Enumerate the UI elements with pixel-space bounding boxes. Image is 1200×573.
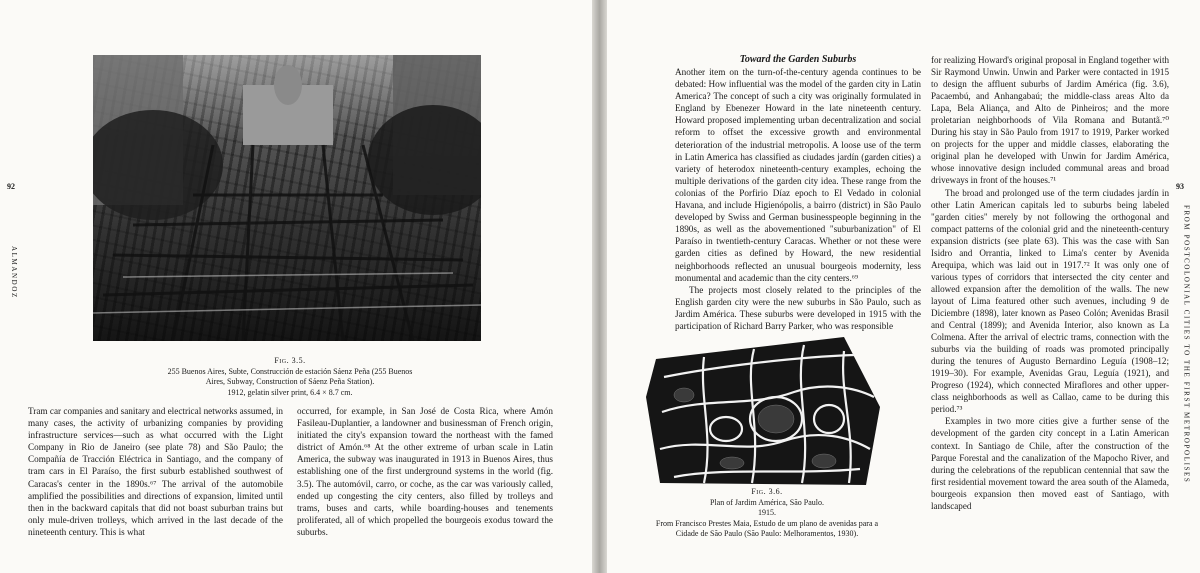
folio-left: 92 [7,182,15,191]
caption-title: Plan of Jardim América, São Paulo. [710,497,824,507]
book-gutter [592,0,607,573]
paragraph: Examples in two more cities give a further sense of the development of the garden city concept in a Latin American context. In Santiago de Chile, after the construction of the Parque Forestal and the canalization of the Mapocho River, and during the celebrations of the republican centennial that saw the first residential movement toward the area south of the Alameda, bourgeois expansion then moved east of Santiago, with landscaped [931,416,1169,511]
jardim-america-plan [644,337,882,487]
running-head-left: ALMANDOZ [10,246,18,299]
folio-right: 93 [1176,182,1184,191]
fig-3-6-caption [647,487,887,540]
photo-illustration [93,55,481,341]
paragraph: The projects most closely related to the principles of the English garden city were the new suburbs in São Paulo, such as Jardim América. These suburbs were developed in 1915 with the participation of Richard Barry Parker, who was responsible [675,284,921,331]
right-page [607,0,1200,573]
paragraph: Another item on the turn-of-the-century agenda continues to be debated: How influential was the model of the garden city in Latin America? The concept of such a city was originally formulated in England by Ebenezer Howard in the late nineteenth century. Howard proposed implementing urban decentralization and social reform to offset the excessive growth and environmental deterioration of the industrial metropolis. A loose use of the term in Latin America has classified as ciudades jardín (garden cities) a variety of heterodox nineteenth-century examples, echoing the multiple derivations of the garden city idea. These range from the colonias of the Porfirio Díaz epoch to El Vedado in colonial Havana, and include Higienópolis, a bairro (district) in São Paulo developed by Swiss and German businesspeople beginning in the 1890s, as well as the abovementioned "suburbanization" of El Paraíso in twentieth-century Caracas. Whether or not these were garden cities as defined by Howard, the new residential neighborhoods reflected an unusual bourgeois modernity, less monumental and academic than the city centers.⁶⁹ [675,67,921,283]
running-head-right: FROM POSTCOLONIAL CITIES TO THE FIRST METROPOLISES [1182,205,1190,484]
fig-label: Fig. 3.5. [274,356,306,365]
fig-label: Fig. 3.6. [751,487,783,496]
paragraph: The broad and prolonged use of the term ciudades jardín in other Latin American capitals led to suburbs being labeled "garden cities" merely by not following the orthogonal and compact patterns of the colonial grid and the nineteenth-century expansion districts (see plate 63). This was the case with San Isidro and Orrantia, linked to Lima's center by Avenida Arequipa, which was laid out in 1917.⁷² It was only one of various types of corridors that intersected the city center and allowed expansion after the demolition of the walls. The new layout of Lima featured other such avenues, including 9 de Diciembre (1898), later known as Paseo Colón; Avenidas Brasil and Central (1899); and Avenida Interior, also known as La Colmena. After the arrival of electric trams, connection with the suburbs via the building of roads was promoted principally during the tenures of Augusto Bernardino Leguía (1908–12; 1919–30). For example, Avenidas Grau, Leguía (1921), and Progreso (1924), which connected Miraflores and other upper-class neighborhoods as well as Callao, came to be during this period.⁷³ [931,187,1169,415]
caption-year: 1915. [758,508,776,517]
caption-line: 255 Buenos Aires, Subte, Construcción de estación Sáenz Peña (255 Buenos [167,366,413,376]
paragraph: Tram car companies and sanitary and electrical networks assumed, in many cases, the activity of urbanizing companies by providing infrastructure services—such as what occurred with the Light Company in Rio de Janeiro (see plate 78) and São Paulo; the Compañía de Tracción Eléctrica in Santiago, and the company of tram cars in El Paraíso, the first suburb established southwest of Caracas's center in the 1890s.⁶⁷ The arrival of the automobile amplified the possibilities and directions of expansion, limited until then in the backward capitals that did not boast suburban trains but only mule-driven trolleys, which arrived in the last decade of the nineteenth century. This is what [28,406,283,537]
fig-3-5-caption [150,356,430,398]
caption-line: 1912, gelatin silver print, 6.4 × 8.7 cm. [227,387,353,397]
left-page [0,0,592,573]
paragraph: occurred, for example, in San José de Costa Rica, where Amón Fasileau-Duplantier, a landowner and businessman of French origin, initiated the city's expansion toward the northeast with the famed district of Amón.⁶⁸ At the other extreme of urban scale in Latin America, the subway was inaugurated in 1913 in Buenos Aires, thus establishing one of the first underground systems in the world (fig. 3.5). The automóvil, carro, or coche, as the car was variously called, ended up congesting the city centers, also filled by trolleys and trams, buses and carts, while boarding-houses and tenements proliferated, all of which propelled the bourgeois exodus toward the suburbs. [297,406,553,537]
caption-source: From Francisco Prestes Maia, Estudo de um plano de avenidas para a Cidade de São Paulo (São Paulo: Melhoramentos, 1930). [655,518,879,538]
right-column-2 [931,54,1169,512]
left-column-2 [297,405,553,538]
left-column-1 [28,405,283,538]
paragraph: for realizing Howard's original proposal in England together with Sir Raymond Unwin. Unwin and Parker were contacted in 1915 to design the affluent suburbs of Jardim América (fig. 3.6), Pacaembú, and Anhangabaú; the middle-class areas Alto da Lapa, Bela Aliança, and Alto de Pinheiros; and the more proletarian neighborhoods of Vila Romana and Butantã.⁷⁰ During his stay in São Paulo from 1917 to 1919, Parker worked on projects for the upper and middle classes, elaborating the original plan he developed with Unwin for Jardim América, whose innovative design included communal areas and broad driveways in front of the houses.⁷¹ [931,55,1170,186]
section-title: Toward the Garden Suburbs [739,54,857,65]
subway-photo [93,55,481,341]
right-column-1 [675,66,921,332]
caption-line: Aires, Subway, Construction of Sáenz Peña Station). [205,377,375,386]
